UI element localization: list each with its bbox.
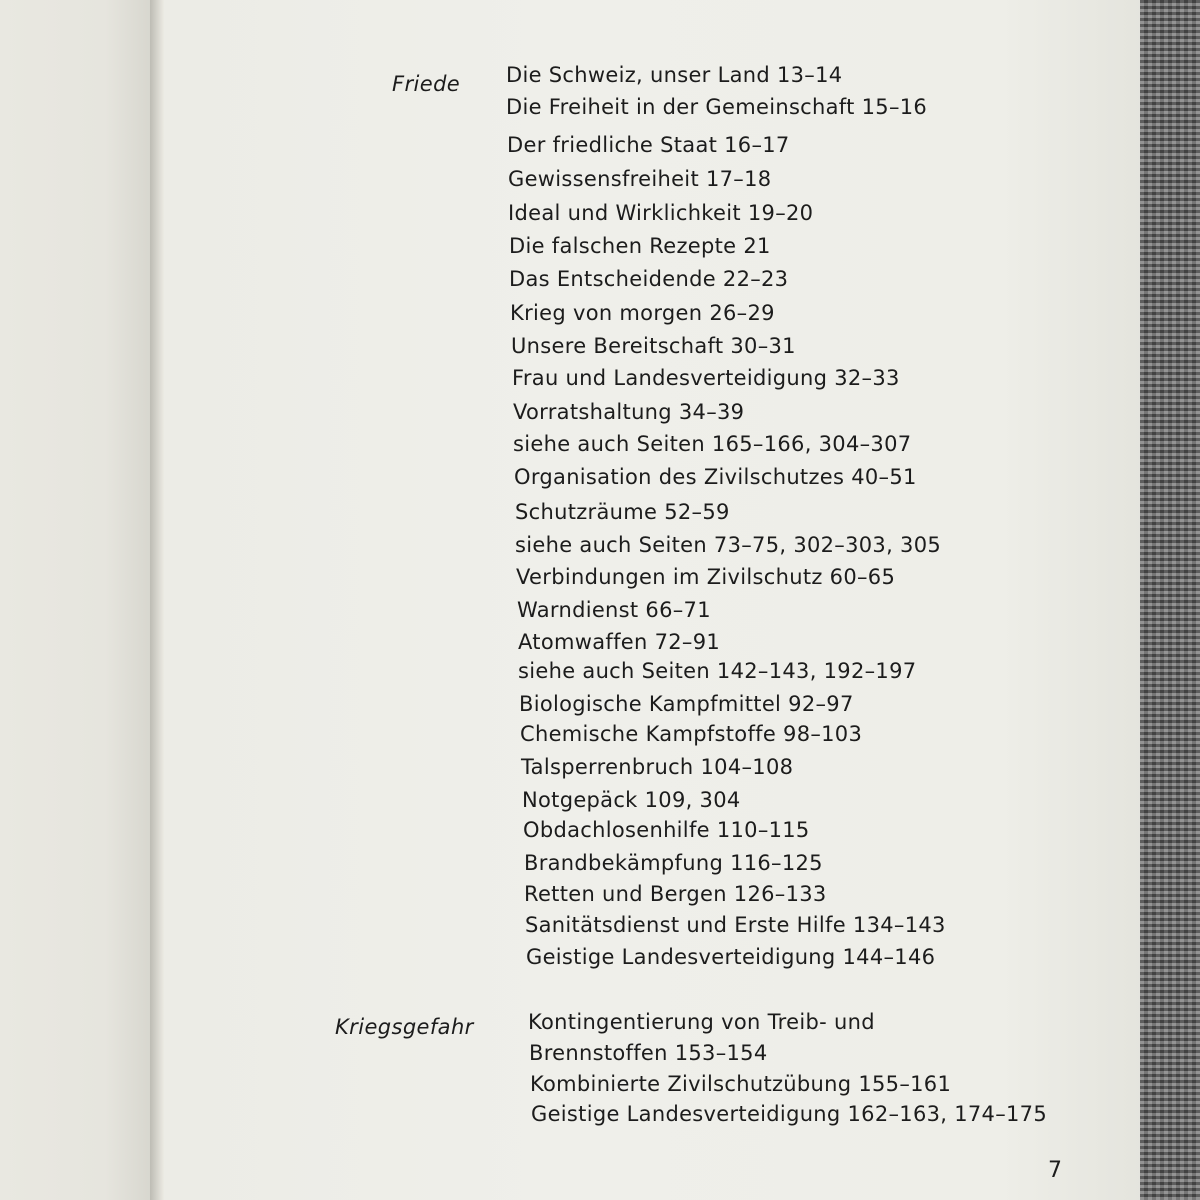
toc-entry: Biologische Kampfmittel 92–97 — [519, 692, 854, 716]
page-number: 7 — [1048, 1158, 1062, 1183]
toc-entry: Chemische Kampfstoffe 98–103 — [520, 722, 863, 746]
left-page — [0, 0, 150, 1200]
toc-entry: Die falschen Rezepte 21 — [509, 234, 771, 258]
toc-entry: Frau und Landesverteidigung 32–33 — [512, 366, 900, 390]
toc-entry: Gewissensfreiheit 17–18 — [508, 167, 772, 191]
toc-entry: siehe auch Seiten 142–143, 192–197 — [518, 659, 917, 683]
toc-entry: Kombinierte Zivilschutzübung 155–161 — [530, 1072, 952, 1096]
toc-entry: Die Freiheit in der Gemeinschaft 15–16 — [506, 95, 928, 119]
toc-entry: Geistige Landesverteidigung 144–146 — [526, 945, 936, 969]
toc-entry: Ideal und Wirklichkeit 19–20 — [508, 201, 814, 225]
toc-entry: Obdachlosenhilfe 110–115 — [523, 818, 810, 842]
toc-entry: Verbindungen im Zivilschutz 60–65 — [516, 565, 896, 589]
fabric-background — [1140, 0, 1200, 1200]
section-label-friede: Friede — [392, 72, 461, 96]
toc-entry: Atomwaffen 72–91 — [518, 630, 721, 654]
toc-entry: Schutzräume 52–59 — [515, 500, 730, 524]
section-label-kriegsgefahr: Kriegsgefahr — [335, 1015, 474, 1039]
toc-entry: Notgepäck 109, 304 — [522, 788, 741, 812]
toc-entry: Vorratshaltung 34–39 — [513, 400, 745, 424]
toc-entry: Organisation des Zivilschutzes 40–51 — [514, 465, 917, 489]
toc-entry: Talsperrenbruch 104–108 — [521, 755, 794, 779]
toc-entry: Der friedliche Staat 16–17 — [507, 133, 790, 157]
toc-entry: siehe auch Seiten 165–166, 304–307 — [513, 432, 912, 456]
toc-entry: Geistige Landesverteidigung 162–163, 174–175 — [531, 1102, 1047, 1126]
toc-entry: Sanitätsdienst und Erste Hilfe 134–143 — [525, 913, 946, 937]
toc-entry: Brennstoffen 153–154 — [529, 1041, 768, 1065]
toc-entry: Brandbekämpfung 116–125 — [524, 851, 823, 875]
toc-entry: Warndienst 66–71 — [517, 598, 711, 622]
toc-entry: Kontingentierung von Treib- und — [528, 1010, 875, 1034]
toc-entry: Krieg von morgen 26–29 — [510, 301, 775, 325]
book-gutter — [150, 0, 164, 1200]
toc-entry: Retten und Bergen 126–133 — [524, 882, 827, 906]
toc-entry: Unsere Bereitschaft 30–31 — [511, 334, 796, 358]
toc-entry: Die Schweiz, unser Land 13–14 — [506, 63, 843, 87]
toc-entry: Das Entscheidende 22–23 — [509, 267, 789, 291]
toc-entry: siehe auch Seiten 73–75, 302–303, 305 — [515, 533, 942, 557]
